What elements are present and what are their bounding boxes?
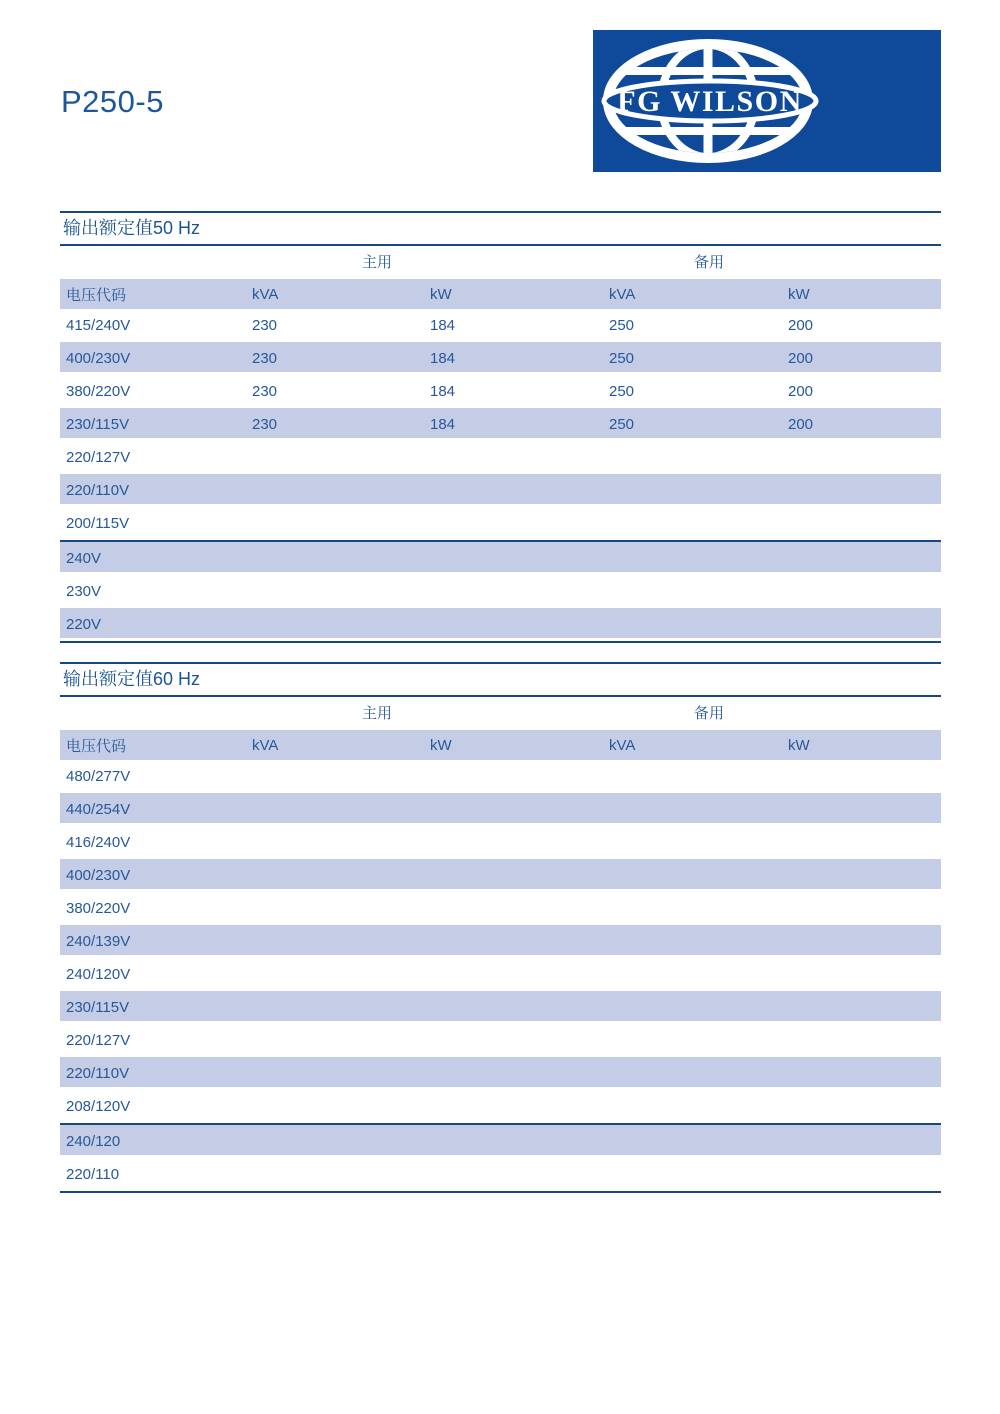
- table-row: [60, 474, 941, 507]
- group-header-standby: 备用: [693, 254, 725, 271]
- table-row: [60, 826, 941, 859]
- value-cell: 250: [609, 317, 635, 334]
- table-body-50hz: [60, 309, 941, 641]
- group-header-standby: 备用: [693, 705, 725, 722]
- value-cell: 184: [430, 383, 456, 400]
- ratings-section-50hz: [60, 211, 941, 643]
- group-header-prime: 主用: [361, 254, 393, 271]
- column-header-kva-prime: kVA: [252, 285, 279, 303]
- ratings-section-60hz: [60, 662, 941, 1193]
- voltage-cell: 208/120V: [66, 1098, 131, 1115]
- voltage-cell: 240/139V: [66, 933, 131, 950]
- value-cell: 230: [252, 317, 278, 334]
- voltage-cell: 400/230V: [66, 867, 131, 884]
- voltage-cell: 400/230V: [66, 350, 131, 367]
- column-header-kw-standby: kW: [788, 285, 810, 303]
- value-cell: 250: [609, 350, 635, 367]
- divider: [60, 1191, 941, 1193]
- table-row: [60, 375, 941, 408]
- group-header-prime: 主用: [361, 705, 393, 722]
- voltage-cell: 220V: [66, 616, 102, 633]
- table-row: [60, 309, 941, 342]
- table-row: [60, 608, 941, 641]
- column-header-kw-prime: kW: [430, 285, 452, 303]
- table-body-60hz: [60, 760, 941, 1191]
- globe-icon: [593, 30, 941, 172]
- voltage-cell: 240/120V: [66, 966, 131, 983]
- value-cell: 200: [788, 383, 814, 400]
- value-cell: 200: [788, 350, 814, 367]
- value-cell: 184: [430, 416, 456, 433]
- table-row: [60, 342, 941, 375]
- voltage-cell: 200/115V: [66, 515, 130, 532]
- group-header-row: [60, 246, 941, 279]
- value-cell: 250: [609, 416, 635, 433]
- voltage-cell: 220/127V: [66, 449, 131, 466]
- value-cell: 230: [252, 383, 278, 400]
- divider: [60, 641, 941, 643]
- column-header-voltage: 电压代码: [66, 737, 127, 755]
- table-row: [60, 793, 941, 826]
- voltage-cell: 416/240V: [66, 834, 131, 851]
- voltage-cell: 220/110V: [66, 482, 130, 499]
- value-cell: 230: [252, 416, 278, 433]
- value-cell: 184: [430, 350, 456, 367]
- page-title: P250-5: [61, 84, 164, 119]
- value-cell: 200: [788, 317, 814, 334]
- value-cell: 200: [788, 416, 814, 433]
- table-row: [60, 991, 941, 1024]
- voltage-cell: 240V: [66, 550, 102, 567]
- column-header-kva-prime: kVA: [252, 736, 279, 754]
- table-row: [60, 1158, 941, 1191]
- value-cell: 184: [430, 317, 456, 334]
- table-row: [60, 1057, 941, 1090]
- table-row: [60, 575, 941, 608]
- section-title-50hz: 输出额定值50 Hz: [63, 218, 201, 238]
- voltage-cell: 220/110V: [66, 1065, 130, 1082]
- table-row: [60, 925, 941, 958]
- voltage-cell: 220/110: [66, 1166, 120, 1183]
- voltage-cell: 230V: [66, 583, 102, 600]
- voltage-cell: 220/127V: [66, 1032, 131, 1049]
- column-header-voltage: 电压代码: [66, 286, 127, 304]
- voltage-cell: 230/115V: [66, 416, 130, 433]
- table-row: [60, 408, 941, 441]
- column-header-kw-standby: kW: [788, 736, 810, 754]
- voltage-cell: 380/220V: [66, 900, 131, 917]
- group-header-row: [60, 697, 941, 730]
- section-title-60hz: 输出额定值60 Hz: [63, 669, 201, 689]
- table-row: [60, 1125, 941, 1158]
- fg-wilson-logo: [593, 30, 941, 172]
- table-row: [60, 441, 941, 474]
- table-row: [60, 958, 941, 991]
- voltage-cell: 440/254V: [66, 801, 131, 818]
- column-header-kva-standby: kVA: [609, 285, 636, 303]
- table-row: [60, 542, 941, 575]
- column-header-kva-standby: kVA: [609, 736, 636, 754]
- voltage-cell: 240/120: [66, 1133, 121, 1150]
- table-row: [60, 760, 941, 793]
- voltage-cell: 480/277V: [66, 768, 131, 785]
- table-row: [60, 507, 941, 540]
- logo-brand-text: FG WILSON: [617, 85, 803, 118]
- column-header-row: [60, 279, 941, 309]
- voltage-cell: 230/115V: [66, 999, 130, 1016]
- voltage-cell: 380/220V: [66, 383, 131, 400]
- column-header-row: [60, 730, 941, 760]
- voltage-cell: 415/240V: [66, 317, 131, 334]
- column-header-kw-prime: kW: [430, 736, 452, 754]
- table-row: [60, 1090, 941, 1123]
- table-row: [60, 1024, 941, 1057]
- table-row: [60, 859, 941, 892]
- value-cell: 250: [609, 383, 635, 400]
- value-cell: 230: [252, 350, 278, 367]
- table-row: [60, 892, 941, 925]
